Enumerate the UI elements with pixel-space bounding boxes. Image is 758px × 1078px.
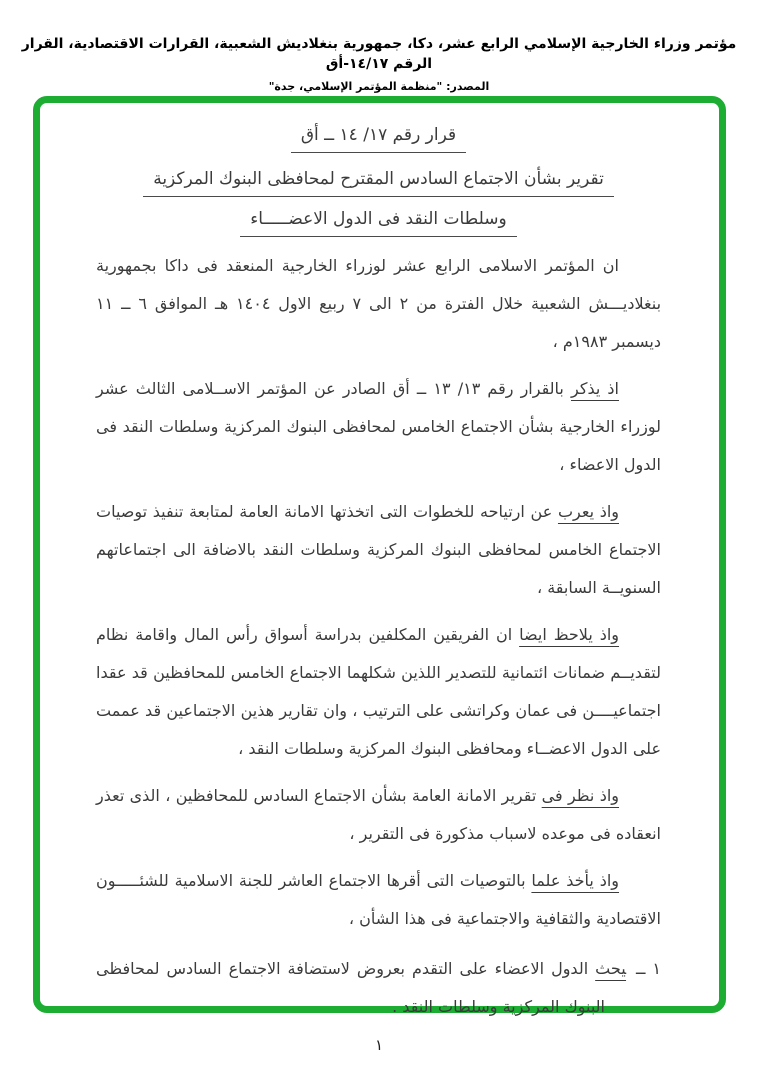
- clause-text: بالقرار رقم ١٣/ ١٣ ــ أق الصادر عن المؤتمر الاســلامى الثالث عشر لوزراء الخارجية بشأن الاجتماع الخامس لمحافظى البنوك المركزية وسلطات النقد فى الدول الاعضاء ،: [96, 379, 661, 474]
- scanned-document-frame: [33, 96, 726, 1016]
- clause-text: ان المؤتمر الاسلامى الرابع عشر لوزراء الخارجية المنعقد فى داكا بجمهورية بنغلاديـــش الشعبية خلال الفترة من ٢ الى ٧ ربيع الاول ١٤٠٤ هـ الموافق ٦ ــ ١١ ديسمبر ١٩٨٣م ،: [96, 256, 662, 351]
- citation-line: مؤتمر وزراء الخارجية الإسلامي الرابع عشر، دكا، جمهورية بنغلاديش الشعبية، القرارات الاقتصادية، القرار الرقم ١٤/١٧-أق: [21, 36, 737, 72]
- clause-text: عن ارتياحه للخطوات التى اتخذتها الامانة العامة لمتابعة تنفيذ توصيات الاجتماع الخامس لمحافظى البنوك المركزية وسلطات النقد بالاضافة الى اجتماعاتهم السنويــة السابقة ،: [96, 502, 661, 597]
- recalling-paragraph: [96, 370, 661, 484]
- resolution-subject-line-1: تقرير بشأن الاجتماع السادس المقترح لمحافظى البنوك المركزية: [96, 169, 661, 197]
- page-number: ١: [374, 1036, 384, 1054]
- considered-paragraph: [96, 777, 661, 853]
- taking-note-paragraph: [96, 862, 661, 938]
- source-line: المصدر: "منظمة المؤتمر الإسلامي، جدة": [268, 80, 490, 93]
- noting-paragraph: [96, 616, 661, 768]
- clause-lead: واذ يلاحظ ايضا: [519, 625, 620, 644]
- clause-lead: واذ يأخذ علما: [531, 871, 620, 890]
- clause-text: تقرير الامانة العامة بشأن الاجتماع السادس للمحافظين ، الذى تعذر انعقاده فى موعده لاسباب مذكورة فى التقرير ،: [96, 786, 661, 843]
- resolution-number-title: قرار رقم ١٧/ ١٤ ــ أق: [96, 125, 661, 153]
- resolution-subject-line-2: وسلطات النقد فى الدول الاعضـــــاء: [96, 209, 661, 237]
- satisfaction-paragraph: [96, 493, 661, 607]
- clause-text: بالتوصيات التى أقرها الاجتماع العاشر للجنة الاسلامية للشئـــــون الاقتصادية والثقافية والاجتماعية فى هذا الشأن ،: [96, 871, 661, 928]
- page-header: [0, 34, 758, 93]
- clause-text: ان الفريقين المكلفين بدراسة أسواق رأس المال واقامة نظام لتقديــم ضمانات ائتمانية للتصدير اللذين شكلهما الاجتماع الخامس للمحافظين قد عقدا اجتماعيــــن فى عمان وكراتشى على الترتيب ، وان تقارير هذين الاجتماعين قد عممت على الدول الاعضــاء ومحافظى البنوك المركزية وسلطات النقد ،: [96, 625, 661, 758]
- item-lead: يحث: [595, 959, 627, 978]
- clause-lead: اذ يذكر: [571, 379, 619, 398]
- clause-lead: واذ نظر فى: [541, 786, 620, 805]
- preamble-paragraph: [96, 247, 661, 361]
- item-number: ١ ــ: [636, 959, 662, 978]
- operative-item-1: [96, 950, 661, 1026]
- clause-lead: واذ يعرب: [557, 502, 619, 521]
- item-text: الدول الاعضاء على التقدم بعروض لاستضافة الاجتماع السادس لمحافظى البنوك المركزية وسلطات النقد .: [96, 959, 605, 1016]
- document-body: [40, 103, 719, 1016]
